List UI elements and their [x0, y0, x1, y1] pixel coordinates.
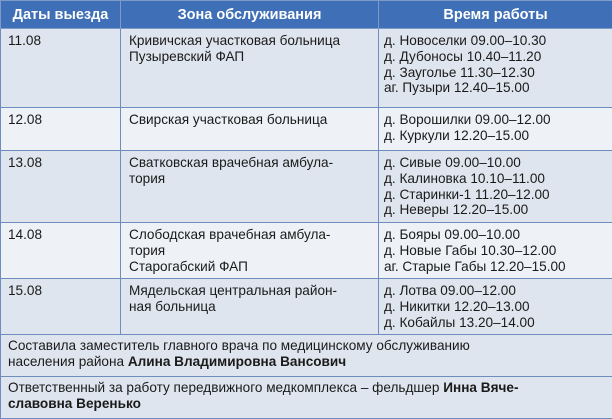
trip-date: 12.08: [1, 108, 121, 151]
compiled-by-note: [1, 335, 612, 377]
service-zone: [121, 223, 379, 279]
table-row: [1, 279, 612, 335]
time-line: д. Сивые 09.00–10.00: [384, 155, 606, 171]
time-line: д. Куркули 12.20–15.00: [384, 128, 606, 144]
time-line: д. Кобайлы 13.20–14.00: [384, 315, 606, 331]
table-header-row: [1, 1, 612, 29]
trip-date: 13.08: [1, 151, 121, 223]
trip-date: 14.08: [1, 223, 121, 279]
column-header-dates: Даты выезда: [1, 1, 121, 29]
zone-line: ная больница: [129, 299, 372, 315]
time-line: д. Бояры 09.00–10.00: [384, 227, 606, 243]
compiled-by-line1: Составила заместитель главного врача по медицинскому обслуживанию: [8, 338, 470, 353]
table-row: [1, 223, 612, 279]
service-zone: [121, 108, 379, 151]
time-line: д. Калиновка 10.10–11.00: [384, 171, 606, 187]
zone-line: Старогабский ФАП: [129, 259, 372, 275]
time-line: д. Новоселки 09.00–10.30: [384, 33, 606, 49]
zone-line: тория: [129, 243, 372, 259]
service-zone: [121, 279, 379, 335]
compiled-by-name: Алина Владимировна Вансович: [128, 354, 346, 369]
time-line: д. Лотва 09.00–12.00: [384, 283, 606, 299]
compiled-by-prefix: населения района: [8, 354, 128, 369]
responsible-prefix: Ответственный за работу передвижного медкомплекса – фельдшер: [8, 380, 443, 395]
column-header-time: Время работы: [379, 1, 612, 29]
zone-line: Слободская врачебная амбула-: [129, 227, 372, 243]
work-hours: [379, 151, 612, 223]
compiled-by-row: [1, 335, 612, 377]
responsible-name-part2: славовна Веренько: [8, 396, 141, 411]
work-hours: [379, 279, 612, 335]
column-header-zone: Зона обслуживания: [121, 1, 379, 29]
responsible-name-part1: Инна Вяче-: [443, 380, 518, 395]
trip-date: 15.08: [1, 279, 121, 335]
zone-line: Сватковская врачебная амбула-: [129, 155, 372, 171]
table-row: [1, 29, 612, 108]
time-line: аг. Пузыри 12.40–15.00: [384, 80, 606, 96]
work-hours: [379, 29, 612, 108]
time-line: д. Ворошилки 09.00–12.00: [384, 112, 606, 128]
time-line: д. Дубоносы 10.40–11.20: [384, 49, 606, 65]
time-line: д. Старинки-1 11.20–12.00: [384, 187, 606, 203]
zone-line: тория: [129, 171, 372, 187]
zone-line: Свирская участковая больница: [129, 112, 372, 128]
responsible-note: [1, 377, 612, 419]
time-line: д. Новые Габы 10.30–12.00: [384, 243, 606, 259]
service-zone: [121, 29, 379, 108]
trip-date: 11.08: [1, 29, 121, 108]
time-line: д. Никитки 12.20–13.00: [384, 299, 606, 315]
zone-line: Мядельская центральная район-: [129, 283, 372, 299]
time-line: д. Неверы 12.20–15.00: [384, 202, 606, 218]
work-hours: [379, 223, 612, 279]
zone-line: Кривичская участковая больница: [129, 33, 372, 49]
service-zone: [121, 151, 379, 223]
table-row: [1, 108, 612, 151]
table-row: [1, 151, 612, 223]
zone-line: Пузыревский ФАП: [129, 49, 372, 65]
time-line: д. Заугольe 11.30–12.30: [384, 65, 606, 81]
work-hours: [379, 108, 612, 151]
responsible-row: [1, 377, 612, 419]
time-line: аг. Старые Габы 12.20–15.00: [384, 259, 606, 275]
